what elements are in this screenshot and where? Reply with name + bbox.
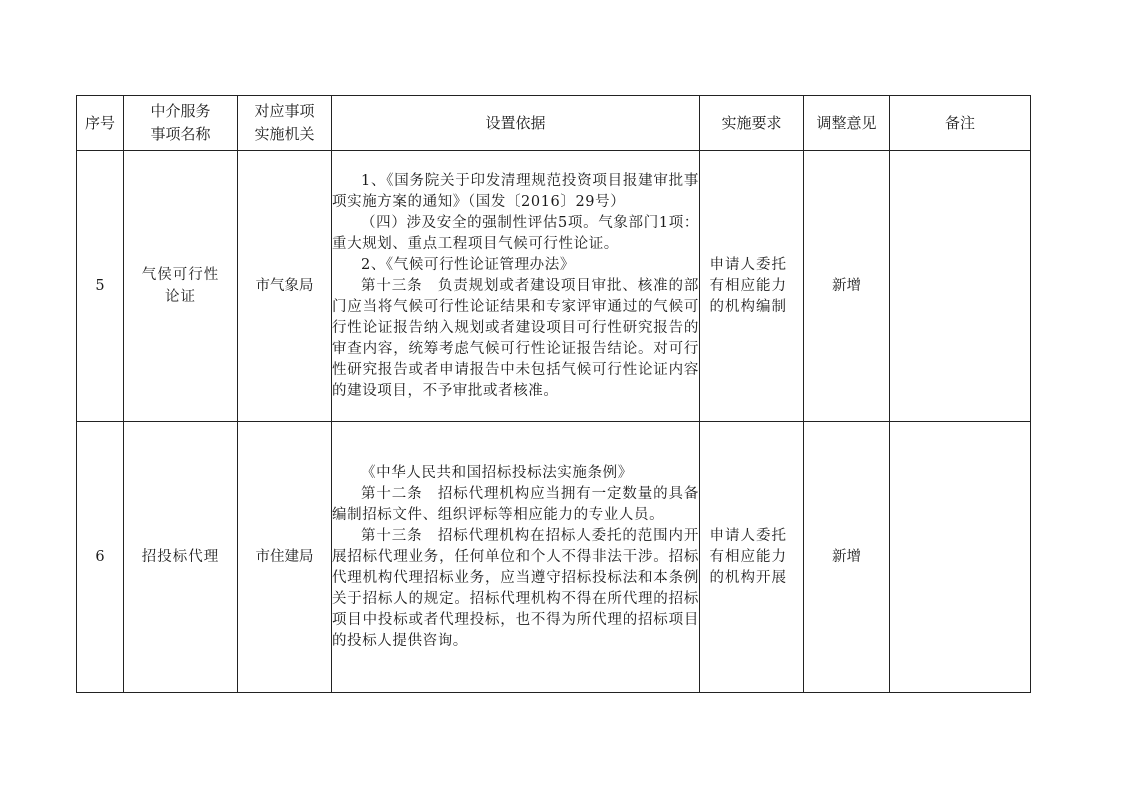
row-remark: [890, 422, 1031, 693]
row-remark: [890, 151, 1031, 422]
header-seq: 序号: [77, 96, 124, 151]
row-agency: 市气象局: [238, 151, 332, 422]
row-opinion: 新增: [804, 422, 890, 693]
row-item-name: 气侯可行性论证: [124, 151, 238, 422]
basis-paragraph: 2、《气候可行性论证管理办法》: [361, 256, 575, 273]
header-row: [77, 96, 1031, 151]
row-requirement: 申请人委托有相应能力的机构编制: [700, 151, 804, 422]
table-row: [77, 151, 1031, 422]
basis-paragraph: （四）涉及安全的强制性评估5项。气象部门1项：重大规划、重点工程项目气候可行性论证。: [332, 214, 699, 252]
header-agency: [238, 96, 332, 151]
header-agency-line1: 对应事项: [254, 102, 315, 120]
header-opinion: 调整意见: [804, 96, 890, 151]
service-items-table: [76, 95, 1031, 693]
header-basis: 设置依据: [332, 96, 700, 151]
row-basis: [332, 422, 700, 693]
header-item-name-line2: 事项名称: [150, 125, 211, 143]
header-remark: 备注: [890, 96, 1031, 151]
basis-paragraph: 第十三条 负责规划或者建设项目审批、核准的部门应当将气候可行性论证结果和专家评审通过的气候可行性论证报告纳入规划或者建设项目可行性研究报告的审查内容，统筹考虑气候可行性论证报告结论。对可行性研究报告或者申请报告中未包括气候可行性论证内容的建设项目，不予审批或者核准。: [332, 277, 699, 399]
row-item-name: 招投标代理: [124, 422, 238, 693]
basis-paragraph: 1、《国务院关于印发清理规范投资项目报建审批事项实施方案的通知》（国发〔2016〕29号）: [332, 172, 699, 210]
basis-paragraph: 第十三条 招标代理机构在招标人委托的范围内开展招标代理业务，任何单位和个人不得非法干涉。招标代理机构代理招标业务，应当遵守招标投标法和本条例关于招标人的规定。招标代理机构不得在所代理的招标项目中投标或者代理投标，也不得为所代理的招标项目的投标人提供咨询。: [332, 527, 699, 649]
row-seq: 5: [77, 151, 124, 422]
row-agency: 市住建局: [238, 422, 332, 693]
basis-paragraph: 第十二条 招标代理机构应当拥有一定数量的具备编制招标文件、组织评标等相应能力的专业人员。: [332, 485, 699, 523]
header-item-name: [124, 96, 238, 151]
row-basis: [332, 151, 700, 422]
table-row: [77, 422, 1031, 693]
header-requirement: 实施要求: [700, 96, 804, 151]
row-seq: 6: [77, 422, 124, 693]
header-item-name-line1: 中介服务: [150, 102, 211, 120]
row-requirement: 申请人委托有相应能力的机构开展: [700, 422, 804, 693]
header-agency-line2: 实施机关: [254, 125, 315, 143]
row-opinion: 新增: [804, 151, 890, 422]
basis-paragraph: 《中华人民共和国招标投标法实施条例》: [361, 464, 633, 481]
